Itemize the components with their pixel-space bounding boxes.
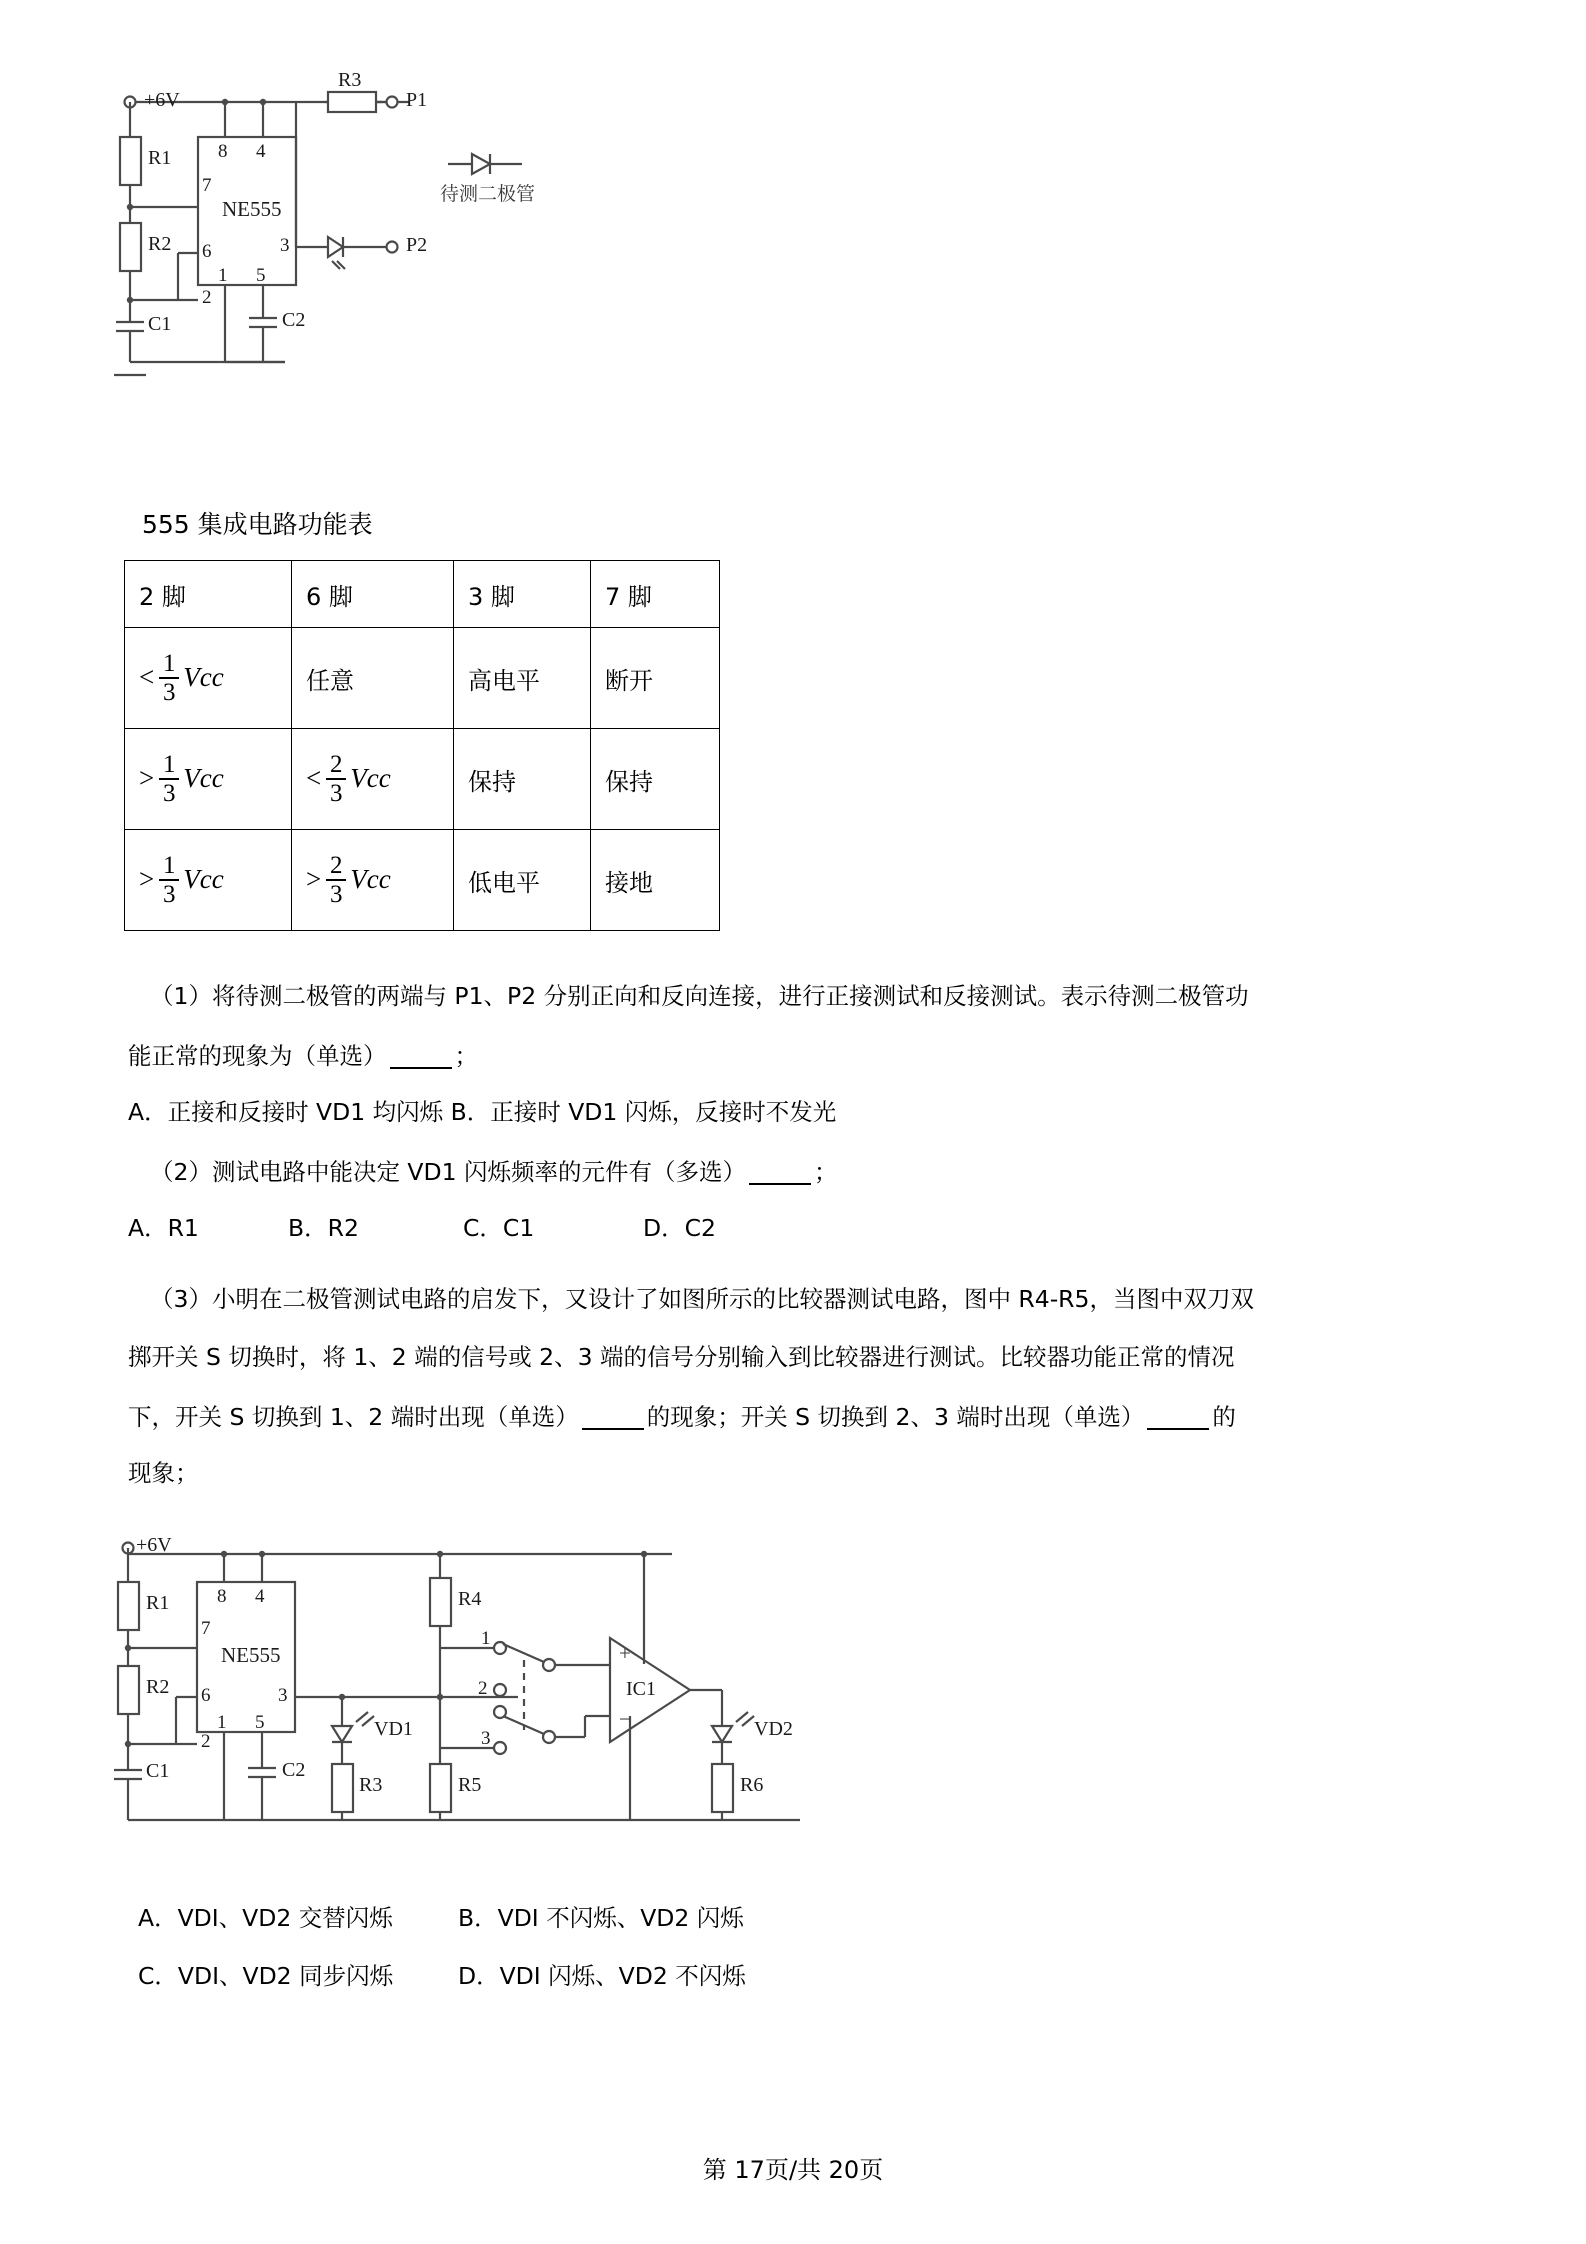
question-1-line-1: （1）将待测二极管的两端与 P1、P2 分别正向和反向连接，进行正接测试和反接测试。表示待测二极管功 [150, 982, 1249, 1010]
circuit1-pin-5: 5 [256, 265, 266, 286]
table-header-pin2: 2 脚 [125, 561, 292, 628]
cell-pin6-row2 [292, 729, 454, 830]
expression: < $\frac{1}{3}$ Vcc [139, 650, 224, 706]
circuit1-pin-4: 4 [256, 141, 266, 162]
circuit1-pin-3: 3 [280, 235, 290, 256]
question-1-line-2 [128, 1043, 478, 1069]
circuit1-pin-7: 7 [202, 175, 212, 196]
fraction: $\frac{1}{3}$ [159, 752, 179, 806]
table-row [125, 830, 720, 931]
circuit1-r3-label: R3 [338, 69, 362, 91]
question-2-option-d: D．C2 [643, 1214, 716, 1242]
question-1-line-2-suffix: ； [454, 1042, 478, 1070]
cell-pin7-row1: 断开 [591, 628, 720, 729]
expression: > $\frac{2}{3}$ Vcc [306, 852, 391, 908]
circuit2-pin-6: 6 [201, 1685, 211, 1706]
circuit1-r2-label: R2 [148, 233, 172, 255]
circuit2-r2-label: R2 [146, 1676, 170, 1698]
question-2-text: （2）测试电路中能决定 VD1 闪烁频率的元件有（多选） [150, 1158, 747, 1186]
page-footer: 第 17页/共 20页 [702, 2156, 884, 2184]
circuit2-switch-terminal-2: 2 [478, 1678, 488, 1699]
table-header-pin7: 7 脚 [591, 561, 720, 628]
question-3-line-3 [128, 1404, 1236, 1430]
circuit2-pin-3: 3 [278, 1685, 288, 1706]
cell-pin6-row1: 任意 [292, 628, 454, 729]
circuit1-ic-label: NE555 [222, 197, 282, 221]
circuit2-supply-label: +6V [136, 1534, 172, 1556]
cell-pin6-row3 [292, 830, 454, 931]
circuit-diagram-diode-tester [100, 69, 660, 350]
circuit1-c1-label: C1 [148, 313, 172, 335]
answer-blank-q2[interactable] [749, 1159, 811, 1185]
question-2-line-1 [150, 1159, 838, 1185]
circuit2-pin-1: 1 [217, 1712, 227, 1733]
fraction: $\frac{2}{3}$ [326, 853, 346, 907]
circuit2-pin-5: 5 [255, 1712, 265, 1733]
question-2-suffix: ； [814, 1158, 838, 1186]
circuit2-ic555-label: NE555 [221, 1643, 281, 1667]
question-3-line-3c: 的 [1212, 1403, 1236, 1431]
table-caption: 555 集成电路功能表 [142, 510, 373, 539]
cell-pin2-row1 [125, 628, 292, 729]
question-3-option-b: B．VDI 不闪烁、VD2 闪烁 [458, 1904, 744, 1932]
question-2-option-a: A．R1 [128, 1214, 199, 1242]
circuit2-r4-label: R4 [458, 1588, 482, 1610]
cell-pin2-row2 [125, 729, 292, 830]
answer-blank-q3-1[interactable] [582, 1404, 644, 1430]
fraction: $\frac{1}{3}$ [159, 853, 179, 907]
cell-pin7-row2: 保持 [591, 729, 720, 830]
question-2-option-b: B．R2 [288, 1214, 359, 1242]
question-3-options-row-2 [138, 1962, 746, 1990]
circuit1-pin-2: 2 [202, 287, 212, 308]
circuit2-vd1-label: VD1 [374, 1718, 413, 1740]
circuit2-r1-label: R1 [146, 1592, 170, 1614]
table-header-row [125, 561, 720, 628]
question-3-line-3a: 下，开关 S 切换到 1、2 端时出现（单选） [128, 1403, 579, 1431]
answer-blank-q3-2[interactable] [1147, 1404, 1209, 1430]
circuit2-pin-7: 7 [201, 1618, 211, 1639]
cell-pin3-row2: 保持 [454, 729, 591, 830]
circuit2-r3-label: R3 [359, 1774, 383, 1796]
circuit2-comparator-label: IC1 [626, 1678, 656, 1700]
circuit1-pin-1: 1 [218, 265, 228, 286]
ne555-function-table [124, 560, 720, 931]
table-header-pin6: 6 脚 [292, 561, 454, 628]
circuit2-pin-2: 2 [201, 1731, 211, 1752]
circuit1-r1-label: R1 [148, 147, 172, 169]
question-3-option-a: A．VDI、VD2 交替闪烁 [138, 1904, 393, 1932]
question-2-option-c: C．C1 [463, 1214, 535, 1242]
question-1-options: A．正接和反接时 VD1 均闪烁 B．正接时 VD1 闪烁，反接时不发光 [128, 1098, 837, 1126]
circuit2-switch-terminal-1: 1 [481, 1628, 491, 1649]
table-row [125, 729, 720, 830]
answer-blank-q1[interactable] [390, 1043, 452, 1069]
table-header-pin3: 3 脚 [454, 561, 591, 628]
question-2-options [128, 1214, 716, 1242]
circuit1-p1-terminal-label: P1 [406, 89, 428, 111]
question-1-line-2-text: 能正常的现象为（单选） [128, 1042, 387, 1070]
cell-pin7-row3: 接地 [591, 830, 720, 931]
question-3-options-row-1 [138, 1904, 744, 1932]
circuit2-vd2-label: VD2 [754, 1718, 793, 1740]
circuit1-supply-label: +6V [144, 89, 180, 111]
expression: > $\frac{1}{3}$ Vcc [139, 751, 224, 807]
expression: > $\frac{1}{3}$ Vcc [139, 852, 224, 908]
circuit1-diode-under-test-label: 待测二极管 [440, 183, 536, 205]
circuit-diagram-comparator-tester [100, 1530, 860, 1860]
expression: < $\frac{2}{3}$ Vcc [306, 751, 391, 807]
circuit2-switch-terminal-3: 3 [481, 1728, 491, 1749]
cell-pin3-row3: 低电平 [454, 830, 591, 931]
fraction: $\frac{1}{3}$ [159, 651, 179, 705]
question-3-option-c: C．VDI、VD2 同步闪烁 [138, 1962, 394, 1990]
question-3-line-4: 现象； [128, 1459, 199, 1487]
circuit1-p2-terminal-label: P2 [406, 234, 428, 256]
svg-text:−: − [619, 1707, 631, 1731]
fraction: $\frac{2}{3}$ [326, 752, 346, 806]
question-3-line-2: 掷开关 S 切换时，将 1、2 端的信号或 2、3 端的信号分别输入到比较器进行测试。比较器功能正常的情况 [128, 1343, 1235, 1371]
question-3-line-3b: 的现象；开关 S 切换到 2、3 端时出现（单选） [646, 1403, 1145, 1431]
table-row [125, 628, 720, 729]
circuit2-r6-label: R6 [740, 1774, 764, 1796]
circuit2-c1-label: C1 [146, 1760, 170, 1782]
cell-pin3-row1: 高电平 [454, 628, 591, 729]
question-3-line-1: （3）小明在二极管测试电路的启发下，又设计了如图所示的比较器测试电路，图中 R4-R5，当图中双刀双 [150, 1285, 1254, 1313]
circuit2-c2-label: C2 [282, 1759, 306, 1781]
cell-pin2-row3 [125, 830, 292, 931]
circuit2-pin-8: 8 [217, 1586, 227, 1607]
circuit1-pin-8: 8 [218, 141, 228, 162]
question-3-option-d: D．VDI 闪烁、VD2 不闪烁 [458, 1962, 746, 1990]
circuit1-pin-6: 6 [202, 241, 212, 262]
circuit2-r5-label: R5 [458, 1774, 482, 1796]
circuit1-c2-label: C2 [282, 309, 306, 331]
circuit2-pin-4: 4 [255, 1586, 265, 1607]
svg-text:+: + [619, 1641, 631, 1665]
